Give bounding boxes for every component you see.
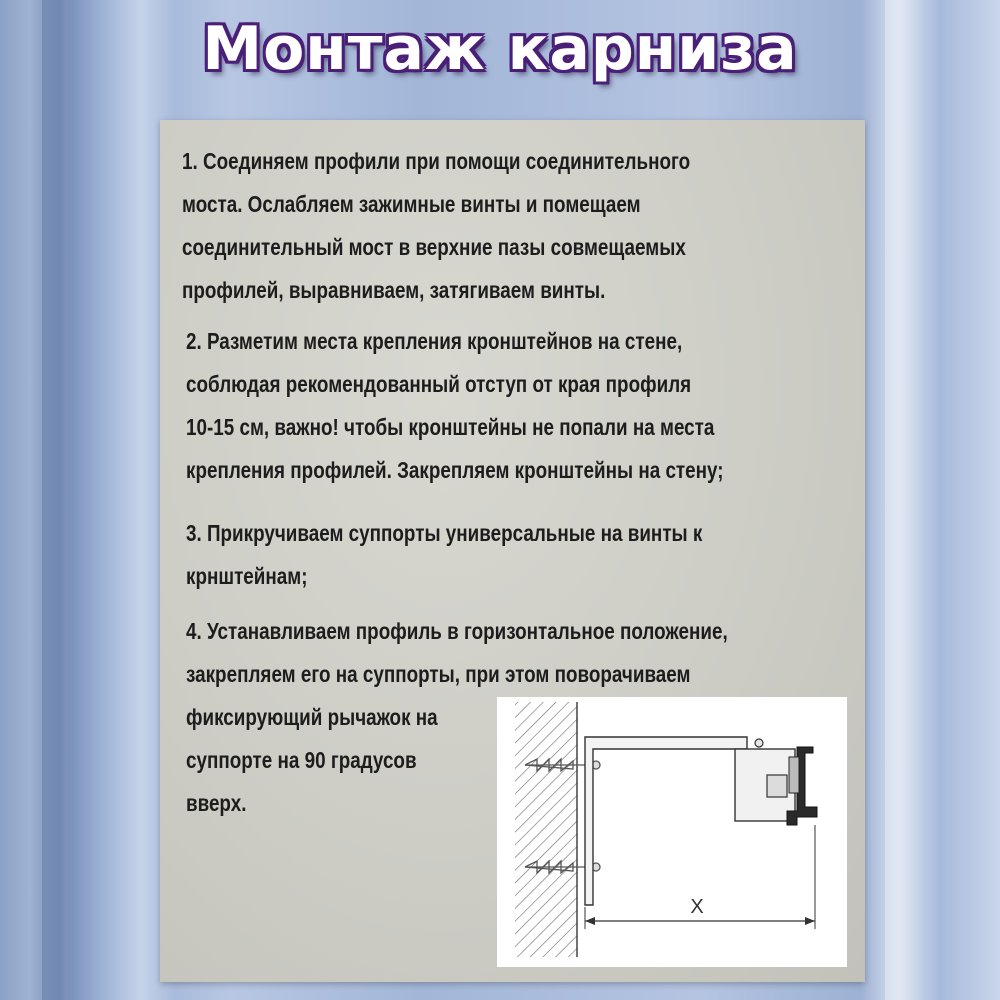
step-3-line: крнштейнам; xyxy=(186,563,308,589)
dimension-label: X xyxy=(690,896,704,918)
curtain-fold-right xyxy=(885,0,925,1000)
step-4-line: 4. Устанавливаем профиль в горизонтальное положение, xyxy=(186,618,728,644)
step-2-line: соблюдая рекомендованный отступ от края профиля xyxy=(186,371,692,397)
step-3 xyxy=(186,512,702,598)
step-1-line: 1. Соединяем профили при помощи соединительного xyxy=(182,148,691,174)
mounting-diagram xyxy=(497,697,847,967)
page-title: Монтаж карниза xyxy=(202,14,798,84)
step-4-line: суппорте на 90 градусов xyxy=(186,747,417,773)
step-1-line: соединительный мост в верхние пазы совмещаемых xyxy=(182,234,686,260)
step-1-line: профилей, выравниваем, затягиваем винты. xyxy=(182,277,606,303)
step-1 xyxy=(182,140,690,312)
step-4-line: закрепляем его на суппорты, при этом поворачиваем xyxy=(186,661,691,687)
bracket-screw xyxy=(755,739,763,747)
profile-slot xyxy=(789,757,799,793)
step-4-line: вверх. xyxy=(186,790,247,816)
step-3-line: 3. Прикручиваем суппорты универсальные на винты к xyxy=(186,520,703,546)
step-2-line: 2. Разметим места крепления кронштейнов на стене, xyxy=(186,328,683,354)
step-2-line: 10-15 см, важно! чтобы кронштейны не попали на места xyxy=(186,414,715,440)
dimension-arrow-left xyxy=(585,917,595,925)
wall-bracket xyxy=(585,737,747,905)
wall-hatch xyxy=(515,702,577,957)
instruction-panel xyxy=(160,120,865,982)
step-4-line: фиксирующий рычажок на xyxy=(186,704,438,730)
step-2 xyxy=(186,320,724,492)
curtain-fold-left xyxy=(42,0,68,1000)
support-clamp xyxy=(767,775,787,797)
dimension-arrow-right xyxy=(805,917,815,925)
step-1-line: моста. Ослабляем зажимные винты и помещаем xyxy=(182,191,641,217)
bracket-drawing xyxy=(497,697,847,967)
step-2-line: крепления профилей. Закрепляем кронштейны на стену; xyxy=(186,457,724,483)
